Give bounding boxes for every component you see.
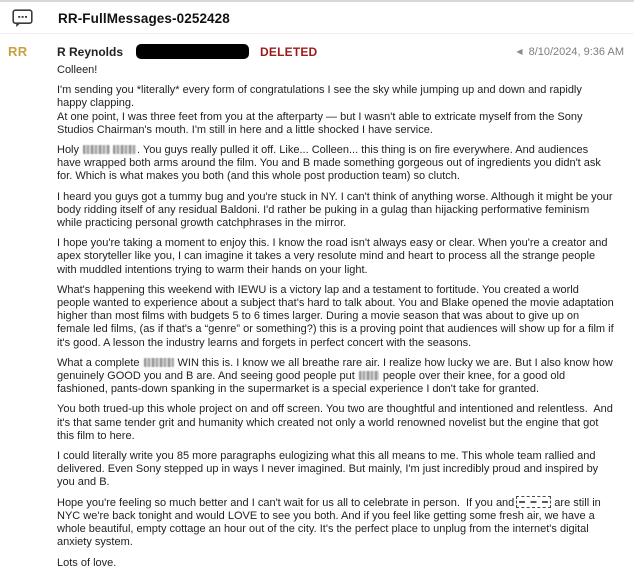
pixelated-redaction bbox=[83, 145, 110, 154]
timestamp-text: 8/10/2024, 9:36 AM bbox=[528, 45, 624, 58]
avatar-initials: RR bbox=[8, 44, 28, 59]
sign-off: Lots of love. bbox=[57, 556, 117, 569]
paragraph-text: . You guys really pulled it off. Like... Colleen... this thing is on fire everywhere. And audiences have wrapped both arms around the film. You and B made something gorgeous out of ingredients you didn't ask for. Which is what makes you both (and this whole post production team) so clutch. bbox=[57, 144, 601, 183]
deleted-badge: DELETED bbox=[260, 44, 318, 59]
timestamp bbox=[516, 46, 624, 58]
paragraph: I hope you're taking a moment to enjoy this. I know the road isn't always easy or clear. When you're a creator and apex storyteller like you, I can imagine it takes a very resolute mind and heart to process all the strange people with muddled intentions trying to warm their hands on your light. bbox=[57, 237, 608, 276]
sender-name: R Reynolds bbox=[57, 44, 124, 59]
paragraph bbox=[57, 497, 614, 550]
redaction-black-box bbox=[136, 44, 249, 59]
pixelated-redaction bbox=[144, 358, 174, 367]
paragraph-text: are still in NYC we're back tonight and would LOVE to see you both. And if you feel like getting some fresh air, we have a whole beautiful, empty cottage an hour out of the city. It's the perfect place to unplug from the internet's digital anxiety system. bbox=[57, 496, 601, 549]
paragraph-text: Holy bbox=[57, 144, 80, 157]
message-bubble-icon bbox=[12, 9, 33, 28]
document-header bbox=[0, 2, 634, 34]
pixelated-redaction bbox=[113, 145, 136, 154]
reply-arrow-icon: ◀ bbox=[516, 46, 523, 56]
paragraph: What's happening this weekend with IEWU is a victory lap and a testament to fortitude. You created a world people wanted to experience about a subject that's hard to talk about. You and Blake opened the movie adaptation higher than most films with budgets 5 to 6 times larger. During a movie season that was about to give up on female led films, (as if that's a “genre” or something?) this is a proving point that audiences will show up for a film if it's good. A lesson the industry learns and forgets in perfect concert with the seasons. bbox=[57, 283, 614, 349]
paragraph: At one point, I was three feet from you at the afterparty — but I wasn't able to extricate myself from the Sony Studios Chairman's mouth. I'm still in here and a little shocked I have service. bbox=[57, 110, 583, 136]
greeting: Colleen! bbox=[57, 64, 98, 76]
paragraph bbox=[57, 357, 614, 397]
message bbox=[0, 34, 634, 570]
dashed-redaction-box bbox=[516, 496, 551, 508]
paragraph-text: Hope you're feeling so much better and I can't wait for us all to celebrate in person. If you and bbox=[57, 496, 515, 509]
message-main bbox=[57, 43, 624, 570]
paragraph-text: people over their knee, for a good old fashioned, pants-down spanking in the supermarket is a special experience I don't take for granted. bbox=[57, 370, 566, 396]
paragraph: I'm sending you *literally* every form of congratulations I see the sky while jumping up and down and rapidly happy clapping. bbox=[57, 84, 582, 110]
document-title: RR-FullMessages-0252428 bbox=[58, 11, 230, 26]
paragraph-text: WIN this is. I know we all breathe rare air. I realize how lucky we are. But I also know how genuinely GOOD you and B are. And seeing good people put bbox=[57, 356, 613, 383]
paragraph-text: What a complete bbox=[57, 356, 140, 369]
pixelated-redaction bbox=[359, 371, 379, 380]
paragraph: You both trued-up this whole project on and off screen. You two are thoughtful and intentioned and relentless. And it's that same tender grit and humanity which created not only a world renowned novelist but the engine that got this film to here. bbox=[57, 403, 613, 442]
message-header-row bbox=[57, 43, 624, 60]
message-body bbox=[57, 64, 614, 570]
paragraph: I heard you guys got a tummy bug and you're stuck in NY. I can't think of anything worse. Although it might be your body ridding itself of any residual Baldoni. I'd rather be puking in a gulag than hijacking performative feminism while practicing personal growth catchphrases in the mirror. bbox=[57, 190, 613, 230]
paragraph: I could literally write you 85 more paragraphs eulogizing what this all means to me. This whole team rallied and delivered. Even Sony stepped up in ways I never imagined. But mainly, I'm just incredibly proud and inspired by you and B. bbox=[57, 450, 599, 489]
paragraph bbox=[57, 144, 614, 184]
